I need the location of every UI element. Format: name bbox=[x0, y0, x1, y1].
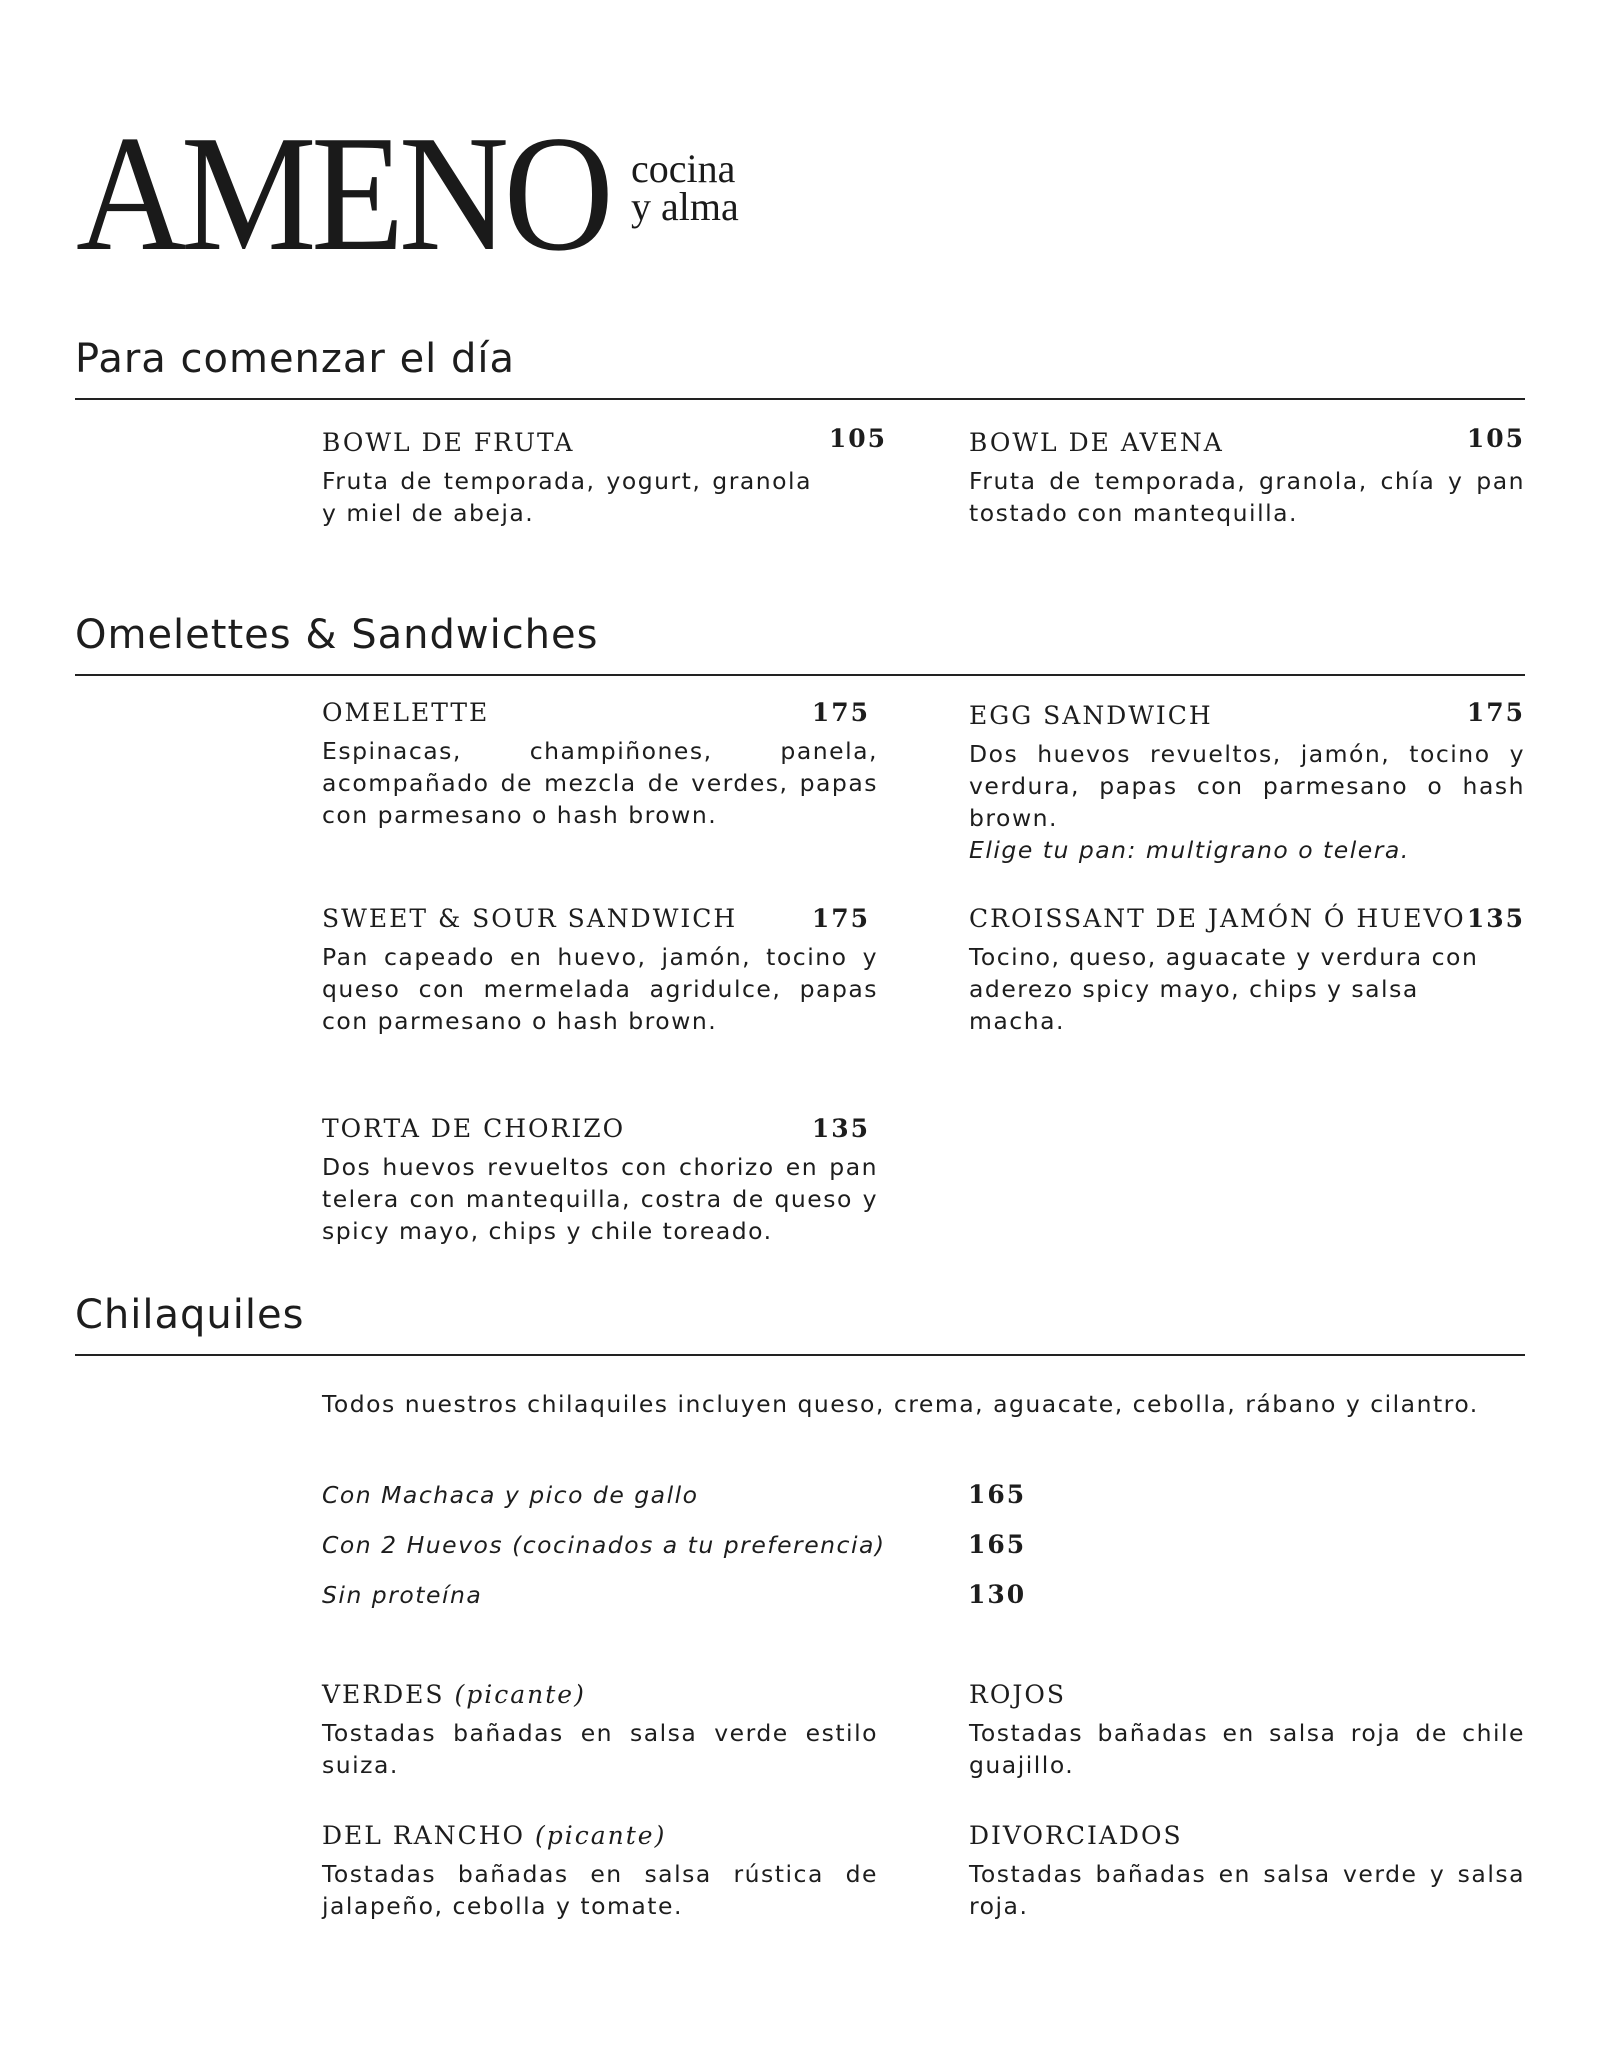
spicy-qualifier: (picante) bbox=[534, 1821, 667, 1850]
style-name: DEL RANCHO bbox=[322, 1821, 526, 1850]
menu-item-bowl-de-fruta bbox=[322, 424, 887, 529]
menu-item-sweet-sour-sandwich bbox=[322, 903, 878, 1037]
item-description: Dos huevos revueltos con chorizo en pan telera con mantequilla, costra de queso y spicy mayo, chips y chile toreado. bbox=[322, 1153, 878, 1245]
style-name: VERDES bbox=[322, 1680, 445, 1709]
chilaquiles-option bbox=[322, 1529, 1042, 1569]
tagline-line-1: cocina bbox=[631, 146, 736, 191]
item-description: Tostadas bañadas en salsa rústica de jalapeño, cebolla y tomate. bbox=[322, 1860, 878, 1920]
option-price: 130 bbox=[968, 1580, 1027, 1609]
item-name: TORTA DE CHORIZO bbox=[322, 1114, 626, 1143]
chilaquiles-option bbox=[322, 1579, 1042, 1619]
menu-item-egg-sandwich bbox=[969, 700, 1525, 866]
item-name bbox=[322, 1679, 878, 1711]
menu-item-omelette bbox=[322, 697, 878, 831]
option-price: 165 bbox=[968, 1480, 1027, 1509]
item-description: Tostadas bañadas en salsa roja de chile guajillo. bbox=[969, 1719, 1525, 1779]
style-name: DIVORCIADOS bbox=[969, 1821, 1183, 1850]
brand-tagline bbox=[631, 146, 739, 229]
chilaquiles-option bbox=[322, 1479, 1042, 1519]
option-label: Sin proteína bbox=[322, 1581, 483, 1609]
menu-item-torta-de-chorizo bbox=[322, 1113, 878, 1247]
item-description: Dos huevos revueltos, jamón, tocino y verdura, papas con parmesano o hash brown. bbox=[969, 740, 1525, 832]
chilaquiles-style-del-rancho bbox=[322, 1820, 878, 1922]
section-title-chilaquiles: Chilaquiles bbox=[75, 1292, 305, 1338]
item-name: CROISSANT DE JAMÓN Ó HUEVO bbox=[969, 904, 1466, 933]
section-divider bbox=[75, 398, 1525, 400]
tagline-line-2: y alma bbox=[631, 184, 739, 229]
option-label: Con 2 Huevos (cocinados a tu preferencia) bbox=[322, 1531, 886, 1559]
item-note: Elige tu pan: multigrano o telera. bbox=[969, 836, 1410, 864]
section-title-breakfast: Para comenzar el día bbox=[75, 336, 516, 382]
style-name: ROJOS bbox=[969, 1680, 1066, 1709]
item-price: 135 bbox=[1466, 904, 1525, 933]
option-label: Con Machaca y pico de gallo bbox=[322, 1481, 699, 1509]
item-description: Fruta de temporada, granola, chía y pan tostado con mantequilla. bbox=[969, 467, 1525, 527]
item-name: BOWL DE AVENA bbox=[969, 428, 1224, 457]
item-description: Tocino, queso, aguacate y verdura con aderezo spicy mayo, chips y salsa macha. bbox=[969, 943, 1479, 1035]
item-name bbox=[322, 1820, 878, 1852]
menu-item-croissant bbox=[969, 903, 1525, 1037]
chilaquiles-style-divorciados bbox=[969, 1820, 1525, 1922]
brand-name: AMENO bbox=[76, 101, 609, 285]
item-description: Tostadas bañadas en salsa verde estilo suiza. bbox=[322, 1719, 878, 1779]
item-description: Tostadas bañadas en salsa verde y salsa roja. bbox=[969, 1860, 1525, 1920]
spicy-qualifier: (picante) bbox=[454, 1680, 586, 1709]
section-title-omelettes-sandwiches: Omelettes & Sandwiches bbox=[75, 612, 599, 658]
item-description: Fruta de temporada, yogurt, granola y miel de abeja. bbox=[322, 467, 812, 527]
item-description: Espinacas, champiñones, panela, acompañado de mezcla de verdes, papas con parmesano o hash brown. bbox=[322, 737, 878, 829]
chilaquiles-style-verdes bbox=[322, 1679, 878, 1781]
item-price: 105 bbox=[828, 424, 887, 453]
menu-item-bowl-de-avena bbox=[969, 424, 1525, 529]
item-name: BOWL DE FRUTA bbox=[322, 428, 575, 457]
item-name bbox=[969, 1820, 1525, 1852]
chilaquiles-style-rojos bbox=[969, 1679, 1525, 1781]
item-name: SWEET & SOUR SANDWICH bbox=[322, 904, 738, 933]
option-price: 165 bbox=[968, 1530, 1027, 1559]
item-price: 175 bbox=[811, 698, 870, 727]
item-price: 135 bbox=[811, 1114, 870, 1143]
chilaquiles-intro: Todos nuestros chilaquiles incluyen queso, crema, aguacate, cebolla, rábano y cilantro. bbox=[322, 1390, 1479, 1418]
item-price: 105 bbox=[1466, 424, 1525, 453]
item-description: Pan capeado en huevo, jamón, tocino y queso con mermelada agridulce, papas con parmesano o hash brown. bbox=[322, 943, 878, 1035]
item-price: 175 bbox=[811, 904, 870, 933]
item-name bbox=[969, 1679, 1525, 1711]
item-price: 175 bbox=[1466, 698, 1525, 727]
section-divider bbox=[75, 1354, 1525, 1356]
section-divider bbox=[75, 674, 1525, 676]
item-name: EGG SANDWICH bbox=[969, 701, 1213, 730]
item-name: OMELETTE bbox=[322, 698, 490, 727]
